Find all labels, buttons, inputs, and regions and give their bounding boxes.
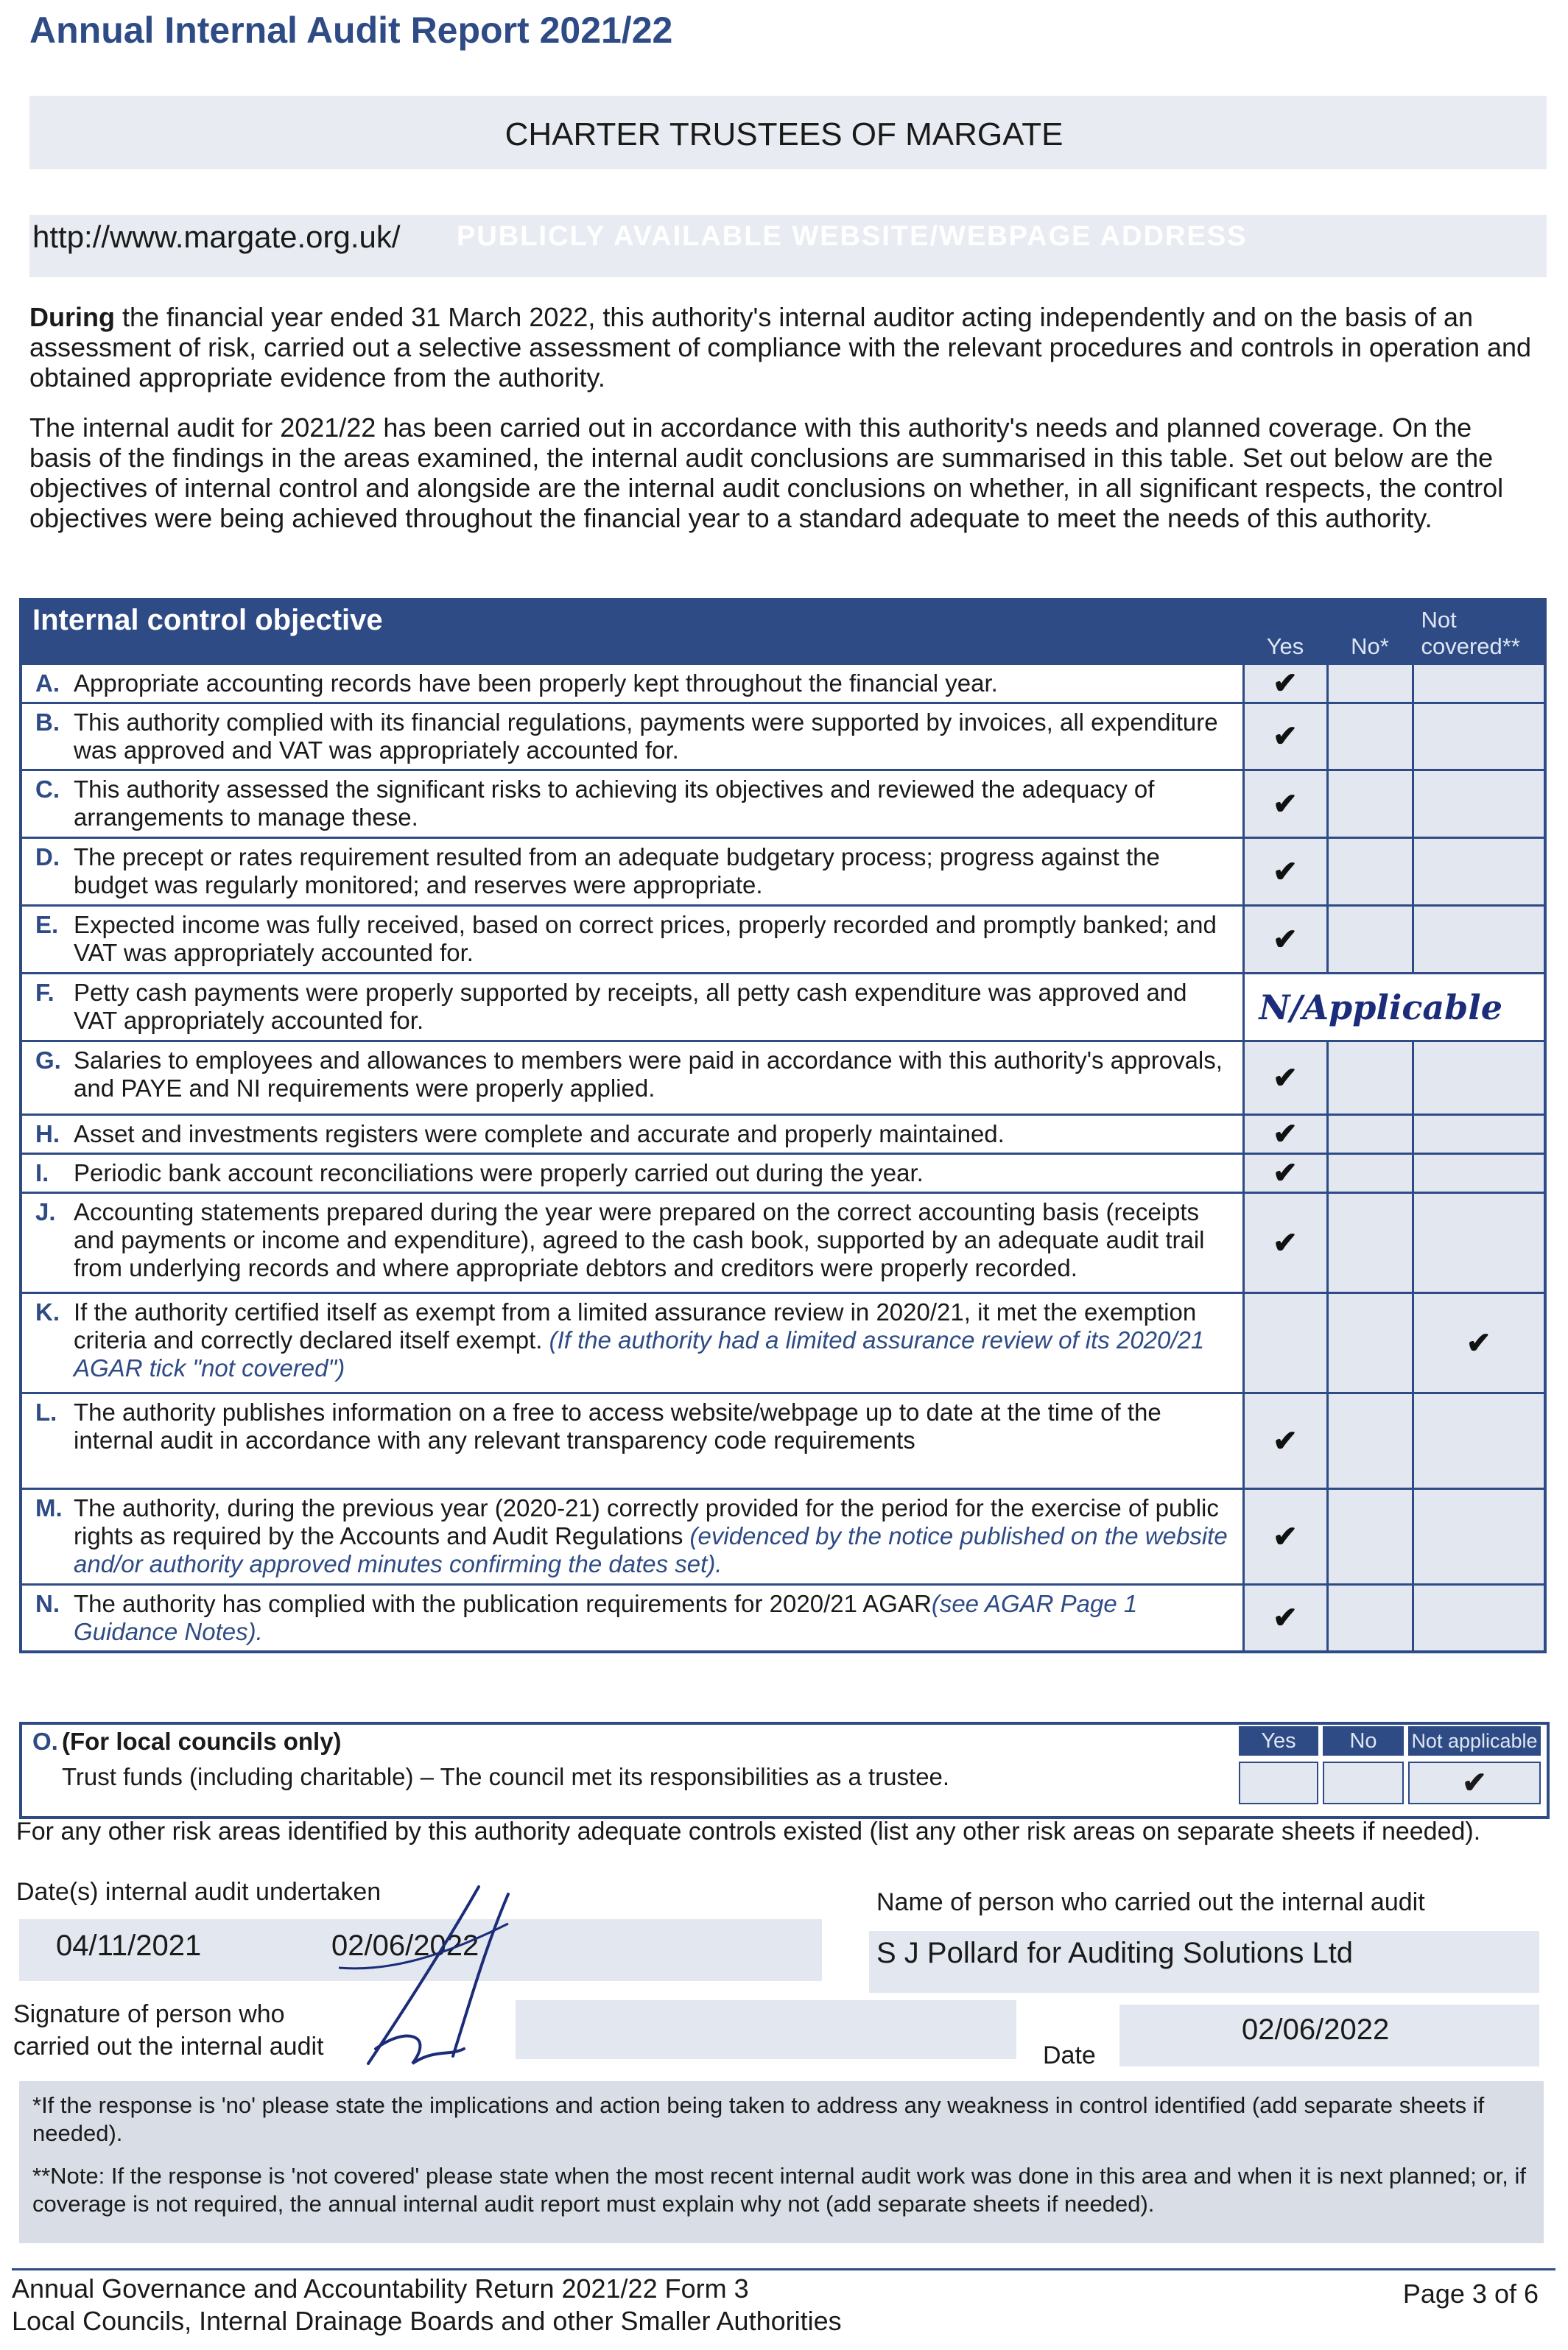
table-row <box>21 974 1545 1041</box>
objective-letter: K. <box>35 1298 60 1326</box>
no-checkbox[interactable] <box>1327 1489 1413 1585</box>
yes-checkbox[interactable]: ✔ <box>1243 1041 1327 1115</box>
internal-control-table <box>19 598 1547 1653</box>
no-checkbox[interactable] <box>1327 1293 1413 1393</box>
website-address: http://www.margate.org.uk/ <box>32 219 401 254</box>
yes-checkbox[interactable]: ✔ <box>1243 1193 1327 1293</box>
authority-name: CHARTER TRUSTEES OF MARGATE <box>504 116 1064 152</box>
table-row <box>21 1154 1545 1193</box>
objective-letter: I. <box>35 1159 49 1186</box>
row-o-letter: O. <box>32 1728 58 1755</box>
no-checkbox[interactable] <box>1327 906 1413 974</box>
intro-lead: During <box>29 302 115 332</box>
objective-letter: B. <box>35 708 60 736</box>
row-o-no-checkbox[interactable] <box>1323 1762 1404 1804</box>
yes-checkbox[interactable]: ✔ <box>1243 1393 1327 1489</box>
objective-cell <box>21 974 1243 1041</box>
table-row <box>21 1193 1545 1293</box>
objective-cell <box>21 1393 1243 1489</box>
no-checkbox[interactable] <box>1327 1393 1413 1489</box>
yes-checkbox[interactable]: ✔ <box>1243 664 1327 703</box>
objective-text: Petty cash payments were properly supported by receipts, all petty cash expenditure was approved and VAT appropriately accounted for. <box>74 979 1187 1034</box>
objective-letter: C. <box>35 775 60 803</box>
page-number: Page 3 of 6 <box>1402 2279 1539 2309</box>
response-cell-merged[interactable] <box>1243 974 1545 1041</box>
objective-cell <box>21 1154 1243 1193</box>
yes-checkbox[interactable]: ✔ <box>1243 1115 1327 1154</box>
footer-form-title <box>12 2273 842 2337</box>
objective-letter: G. <box>35 1046 61 1074</box>
footer-divider <box>12 2268 1555 2270</box>
not-covered-checkbox[interactable] <box>1413 906 1545 974</box>
objective-cell <box>21 1489 1243 1585</box>
objective-cell <box>21 1293 1243 1393</box>
yes-checkbox[interactable]: ✔ <box>1243 1154 1327 1193</box>
row-o-na-checkbox[interactable]: ✔ <box>1408 1762 1541 1804</box>
signature-field[interactable] <box>516 2000 1016 2059</box>
objective-letter: D. <box>35 843 60 870</box>
objective-text: Asset and investments registers were complete and accurate and properly maintained. <box>74 1120 1005 1147</box>
objective-cell <box>21 664 1243 703</box>
no-checkbox[interactable] <box>1327 1585 1413 1653</box>
objective-text: This authority complied with its financial regulations, payments were supported by invoices, all expenditure was approved and VAT was appropriately accounted for. <box>74 708 1218 764</box>
objective-text: If the authority certified itself as exempt from a limited assurance review in 2020/21, it met the exemption criteria and correctly declared itself exempt. <box>74 1298 1197 1354</box>
row-o-yes-header: Yes <box>1239 1726 1318 1756</box>
objective-letter: M. <box>35 1494 63 1521</box>
intro-paragraph-1-text: the financial year ended 31 March 2022, this authority's internal auditor acting independently and on the basis of an assessment of risk, carried out a selective assessment of compliance with the relevant procedures and controls in operation and obtained appropriate evidence from the authority. <box>29 302 1532 393</box>
objective-cell <box>21 838 1243 906</box>
table-row <box>21 664 1545 703</box>
note-not-covered: **Note: If the response is 'not covered' please state when the most recent internal audit work was done in this area and when it is next planned; or, if coverage is not required, the annual internal audit report must explain why not (add separate sheets if needed). <box>32 2163 1527 2217</box>
table-row <box>21 1393 1545 1489</box>
objective-text: Periodic bank account reconciliations were properly carried out during the year. <box>74 1159 924 1186</box>
objective-text: The authority publishes information on a free to access website/webpage up to date at the time of the internal audit in accordance with any relevant transparency code requirements <box>74 1399 1161 1454</box>
col-not-covered-line1: Not <box>1421 607 1457 633</box>
objective-cell <box>21 703 1243 770</box>
objective-letter: A. <box>35 669 60 697</box>
other-risk-statement: For any other risk areas identified by this authority adequate controls existed (list any other risk areas on separate sheets if needed). <box>16 1818 1481 1846</box>
col-yes-header <box>1243 599 1327 664</box>
objective-note: (evidenced by the notice published on the website and/or authority approved minutes confirming the dates set). <box>74 1522 1228 1577</box>
yes-checkbox[interactable]: ✔ <box>1243 1489 1327 1585</box>
objective-text: Appropriate accounting records have been properly kept throughout the financial year. <box>74 669 998 697</box>
table-row <box>21 906 1545 974</box>
objective-text: This authority assessed the significant risks to achieving its objectives and reviewed the adequacy of arrangements to manage these. <box>74 775 1155 831</box>
objective-cell <box>21 1041 1243 1115</box>
not-covered-checkbox[interactable] <box>1413 703 1545 770</box>
col-no-label: No* <box>1351 633 1389 659</box>
not-covered-checkbox[interactable] <box>1413 838 1545 906</box>
table-row <box>21 1585 1545 1653</box>
handwritten-not-applicable: N/Applicable <box>1259 987 1503 1027</box>
no-checkbox[interactable] <box>1327 1115 1413 1154</box>
footer-line-1: Annual Governance and Accountability Return 2021/22 Form 3 <box>12 2273 749 2304</box>
page-title: Annual Internal Audit Report 2021/22 <box>29 10 673 51</box>
footer-line-2: Local Councils, Internal Drainage Boards and other Smaller Authorities <box>12 2306 842 2336</box>
yes-checkbox[interactable]: ✔ <box>1243 770 1327 838</box>
objective-cell <box>21 906 1243 974</box>
objective-text: The authority, during the previous year (2020-21) correctly provided for the period for the exercise of public rights as required by the Accounts and Audit Regulations <box>74 1494 1219 1549</box>
objective-letter: E. <box>35 911 59 938</box>
table-row <box>21 838 1545 906</box>
row-o-na-header: Not applicable <box>1408 1726 1541 1756</box>
signature-label-line2: carried out the internal audit <box>13 2033 324 2061</box>
table-row <box>21 703 1545 770</box>
not-covered-checkbox[interactable]: ✔ <box>1413 1293 1545 1393</box>
objective-cell <box>21 770 1243 838</box>
col-not-covered-header <box>1413 599 1545 664</box>
signature-label-line1: Signature of person who <box>13 2000 285 2028</box>
objective-text: The authority has complied with the publication requirements for 2020/21 AGAR <box>74 1590 932 1617</box>
row-o-yes-checkbox[interactable] <box>1239 1762 1318 1804</box>
not-covered-checkbox[interactable] <box>1413 770 1545 838</box>
objective-letter: L. <box>35 1399 57 1426</box>
row-o-text: Trust funds (including charitable) – The council met its responsibilities as a trustee. <box>62 1763 950 1790</box>
objective-letter: F. <box>35 979 55 1006</box>
no-checkbox[interactable] <box>1327 1154 1413 1193</box>
not-covered-checkbox[interactable] <box>1413 1154 1545 1193</box>
table-row <box>21 1041 1545 1115</box>
no-checkbox[interactable] <box>1327 838 1413 906</box>
note-no-response: *If the response is 'no' please state the implications and action being taken to address any weakness in control identified (add separate sheets if needed). <box>32 2092 1485 2146</box>
no-checkbox[interactable] <box>1327 1193 1413 1293</box>
yes-checkbox[interactable]: ✔ <box>1243 906 1327 974</box>
not-covered-checkbox[interactable] <box>1413 1041 1545 1115</box>
objective-note: (see AGAR Page 1 Guidance Notes). <box>74 1590 1138 1645</box>
auditor-name-label: Name of person who carried out the internal audit <box>876 1888 1425 1916</box>
no-checkbox[interactable] <box>1327 770 1413 838</box>
not-covered-checkbox[interactable] <box>1413 1393 1545 1489</box>
objective-text: Accounting statements prepared during the year were prepared on the correct accounting basis (receipts and payments or income and expenditure), agreed to the cash book, supported by an adequate audit trail from underlying records and where appropriate debtors and creditors were properly recorded. <box>74 1198 1205 1281</box>
website-field-hint: PUBLICLY AVAILABLE WEBSITE/WEBPAGE ADDRESS <box>457 221 1248 252</box>
objective-cell <box>21 1585 1243 1653</box>
objective-cell <box>21 1193 1243 1293</box>
signature-date-label: Date <box>1043 2041 1096 2069</box>
signature-date: 02/06/2022 <box>1242 2013 1390 2046</box>
col-not-covered-line2: covered** <box>1421 633 1520 659</box>
no-checkbox[interactable] <box>1327 1041 1413 1115</box>
audit-dates-label: Date(s) internal audit undertaken <box>16 1878 382 1906</box>
no-checkbox[interactable] <box>1327 664 1413 703</box>
auditor-signature-image <box>324 1879 545 2086</box>
yes-checkbox[interactable]: ✔ <box>1243 1585 1327 1653</box>
objective-letter: H. <box>35 1120 60 1147</box>
no-checkbox[interactable] <box>1327 703 1413 770</box>
col-objective-header: Internal control objective <box>21 599 1243 664</box>
objective-text: Salaries to employees and allowances to members were paid in accordance with this authority's approvals, and PAYE and NI requirements were properly applied. <box>74 1046 1223 1102</box>
row-o-title: (For local councils only) <box>62 1728 342 1755</box>
yes-checkbox[interactable] <box>1243 1293 1327 1393</box>
not-covered-checkbox[interactable] <box>1413 1193 1545 1293</box>
objective-cell <box>21 1115 1243 1154</box>
row-o-no-header: No <box>1323 1726 1404 1756</box>
table-row <box>21 770 1545 838</box>
table-row <box>21 1115 1545 1154</box>
not-covered-checkbox[interactable] <box>1413 1489 1545 1585</box>
objective-letter: N. <box>35 1590 60 1617</box>
audit-date-2: 02/06/2022 <box>331 1929 479 1962</box>
yes-checkbox[interactable]: ✔ <box>1243 838 1327 906</box>
table-row <box>21 1293 1545 1393</box>
not-covered-checkbox[interactable] <box>1413 664 1545 703</box>
not-covered-checkbox[interactable] <box>1413 1585 1545 1653</box>
objective-text: The precept or rates requirement resulted from an adequate budgetary process; progress against the budget was regularly monitored; and reserves were appropriate. <box>74 843 1160 898</box>
not-covered-checkbox[interactable] <box>1413 1115 1545 1154</box>
objective-text: Expected income was fully received, based on correct prices, properly recorded and promptly banked; and VAT was appropriately accounted for. <box>74 911 1217 966</box>
objective-letter: J. <box>35 1198 56 1225</box>
audit-date-1: 04/11/2021 <box>56 1929 202 1962</box>
table-row <box>21 1489 1545 1585</box>
table-header-row <box>21 599 1545 664</box>
col-no-header <box>1327 599 1413 664</box>
intro-paragraph-1 <box>29 302 1539 393</box>
intro-paragraph-2: The internal audit for 2021/22 has been carried out in accordance with this authority's needs and planned coverage. On the basis of the findings in the areas examined, the internal audit conclusions are summarised in this table. Set out below are the objectives of internal control and alongside are the internal audit conclusions on whether, in all significant respects, the control objectives were being achieved throughout the financial year to a standard adequate to meet the needs of this authority. <box>29 412 1504 533</box>
col-yes-label: Yes <box>1266 633 1304 659</box>
auditor-name: S J Pollard for Auditing Solutions Ltd <box>876 1937 1354 1969</box>
yes-checkbox[interactable]: ✔ <box>1243 703 1327 770</box>
objective-note: (If the authority had a limited assurance review of its 2020/21 AGAR tick "not covered") <box>74 1326 1205 1382</box>
